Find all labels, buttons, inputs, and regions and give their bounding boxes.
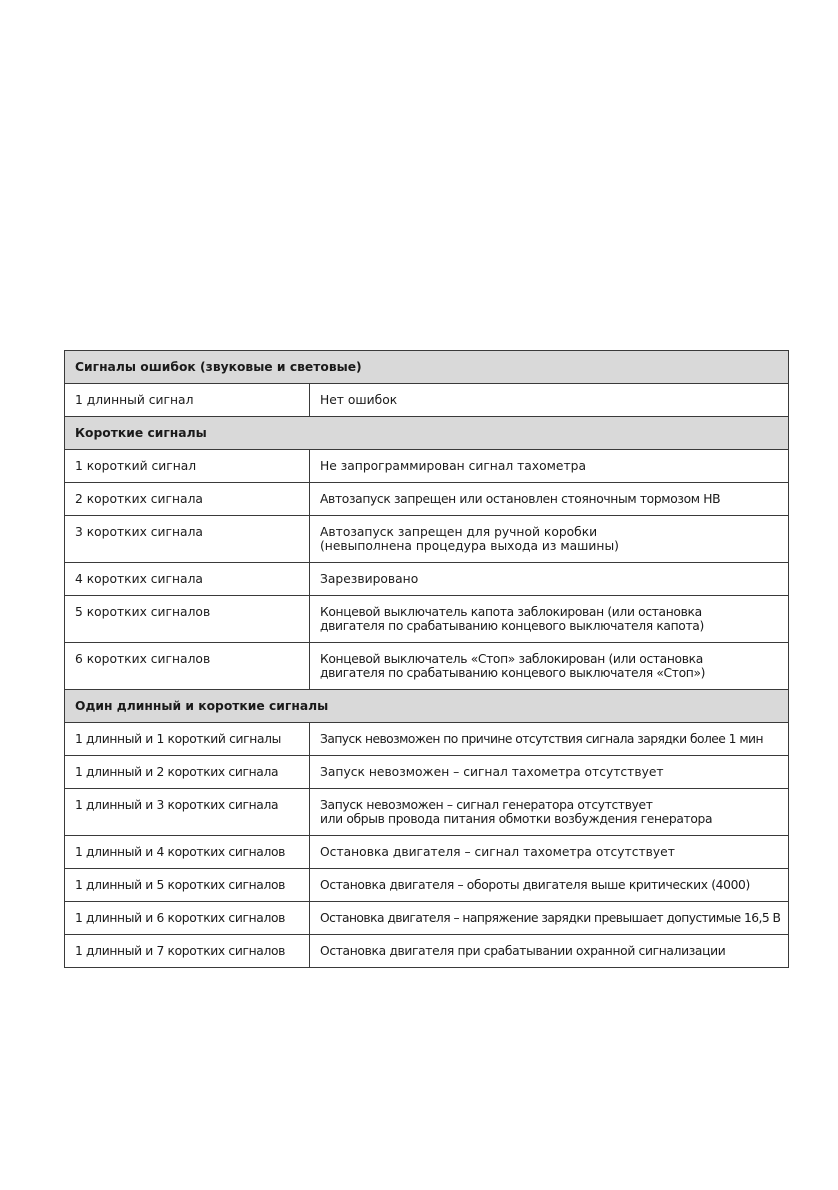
signal-cell: 1 длинный и 3 коротких сигнала [65, 789, 310, 836]
description-cell: Нет ошибок [310, 384, 789, 417]
signal-cell: 4 коротких сигнала [65, 563, 310, 596]
description-cell: Автозапуск запрещен или остановлен стояночным тормозом НВ [310, 483, 789, 516]
table-row [65, 869, 789, 902]
signal-cell: 1 длинный и 5 коротких сигналов [65, 869, 310, 902]
section-heading-long-short: Один длинный и короткие сигналы [65, 690, 789, 723]
table-row [65, 596, 789, 643]
description-cell: Зарезвировано [310, 563, 789, 596]
table-row [65, 789, 789, 836]
signal-cell: 1 длинный и 6 коротких сигналов [65, 902, 310, 935]
signal-cell: 1 длинный сигнал [65, 384, 310, 417]
description-cell: Запуск невозможен по причине отсутствия сигнала зарядки более 1 мин [310, 723, 789, 756]
table-row [65, 483, 789, 516]
table-row [65, 384, 789, 417]
table-title-row [65, 351, 789, 384]
table-row [65, 723, 789, 756]
table-title: Сигналы ошибок (звуковые и световые) [65, 351, 789, 384]
table-row [65, 450, 789, 483]
section-heading-short: Короткие сигналы [65, 417, 789, 450]
table-row [65, 516, 789, 563]
description-cell: Не запрограммирован сигнал тахометра [310, 450, 789, 483]
signal-cell: 1 длинный и 2 коротких сигнала [65, 756, 310, 789]
signal-cell: 2 коротких сигнала [65, 483, 310, 516]
table-row [65, 563, 789, 596]
signal-cell: 1 длинный и 4 коротких сигналов [65, 836, 310, 869]
signal-cell: 1 короткий сигнал [65, 450, 310, 483]
description-cell: Автозапуск запрещен для ручной коробки (невыполнена процедура выхода из машины) [310, 516, 789, 563]
description-cell: Запуск невозможен – сигнал тахометра отсутствует [310, 756, 789, 789]
signal-cell: 1 длинный и 7 коротких сигналов [65, 935, 310, 968]
table-row [65, 902, 789, 935]
signal-cell: 3 коротких сигнала [65, 516, 310, 563]
table-row [65, 935, 789, 968]
description-cell: Остановка двигателя – сигнал тахометра отсутствует [310, 836, 789, 869]
signal-cell: 1 длинный и 1 короткий сигналы [65, 723, 310, 756]
signal-cell: 6 коротких сигналов [65, 643, 310, 690]
description-cell: Концевой выключатель «Стоп» заблокирован (или остановка двигателя по срабатыванию концевого выключателя «Стоп») [310, 643, 789, 690]
description-cell: Остановка двигателя – напряжение зарядки превышает допустимые 16,5 В [310, 902, 789, 935]
description-cell: Концевой выключатель капота заблокирован (или остановка двигателя по срабатыванию концевого выключателя капота) [310, 596, 789, 643]
table-row [65, 836, 789, 869]
table-row [65, 643, 789, 690]
description-cell: Запуск невозможен – сигнал генератора отсутствует или обрыв провода питания обмотки возбуждения генератора [310, 789, 789, 836]
error-signals-table [64, 350, 789, 968]
signal-cell: 5 коротких сигналов [65, 596, 310, 643]
description-cell: Остановка двигателя – обороты двигателя выше критических (4000) [310, 869, 789, 902]
section-heading-row [65, 417, 789, 450]
section-heading-row [65, 690, 789, 723]
description-cell: Остановка двигателя при срабатывании охранной сигнализации [310, 935, 789, 968]
table-row [65, 756, 789, 789]
